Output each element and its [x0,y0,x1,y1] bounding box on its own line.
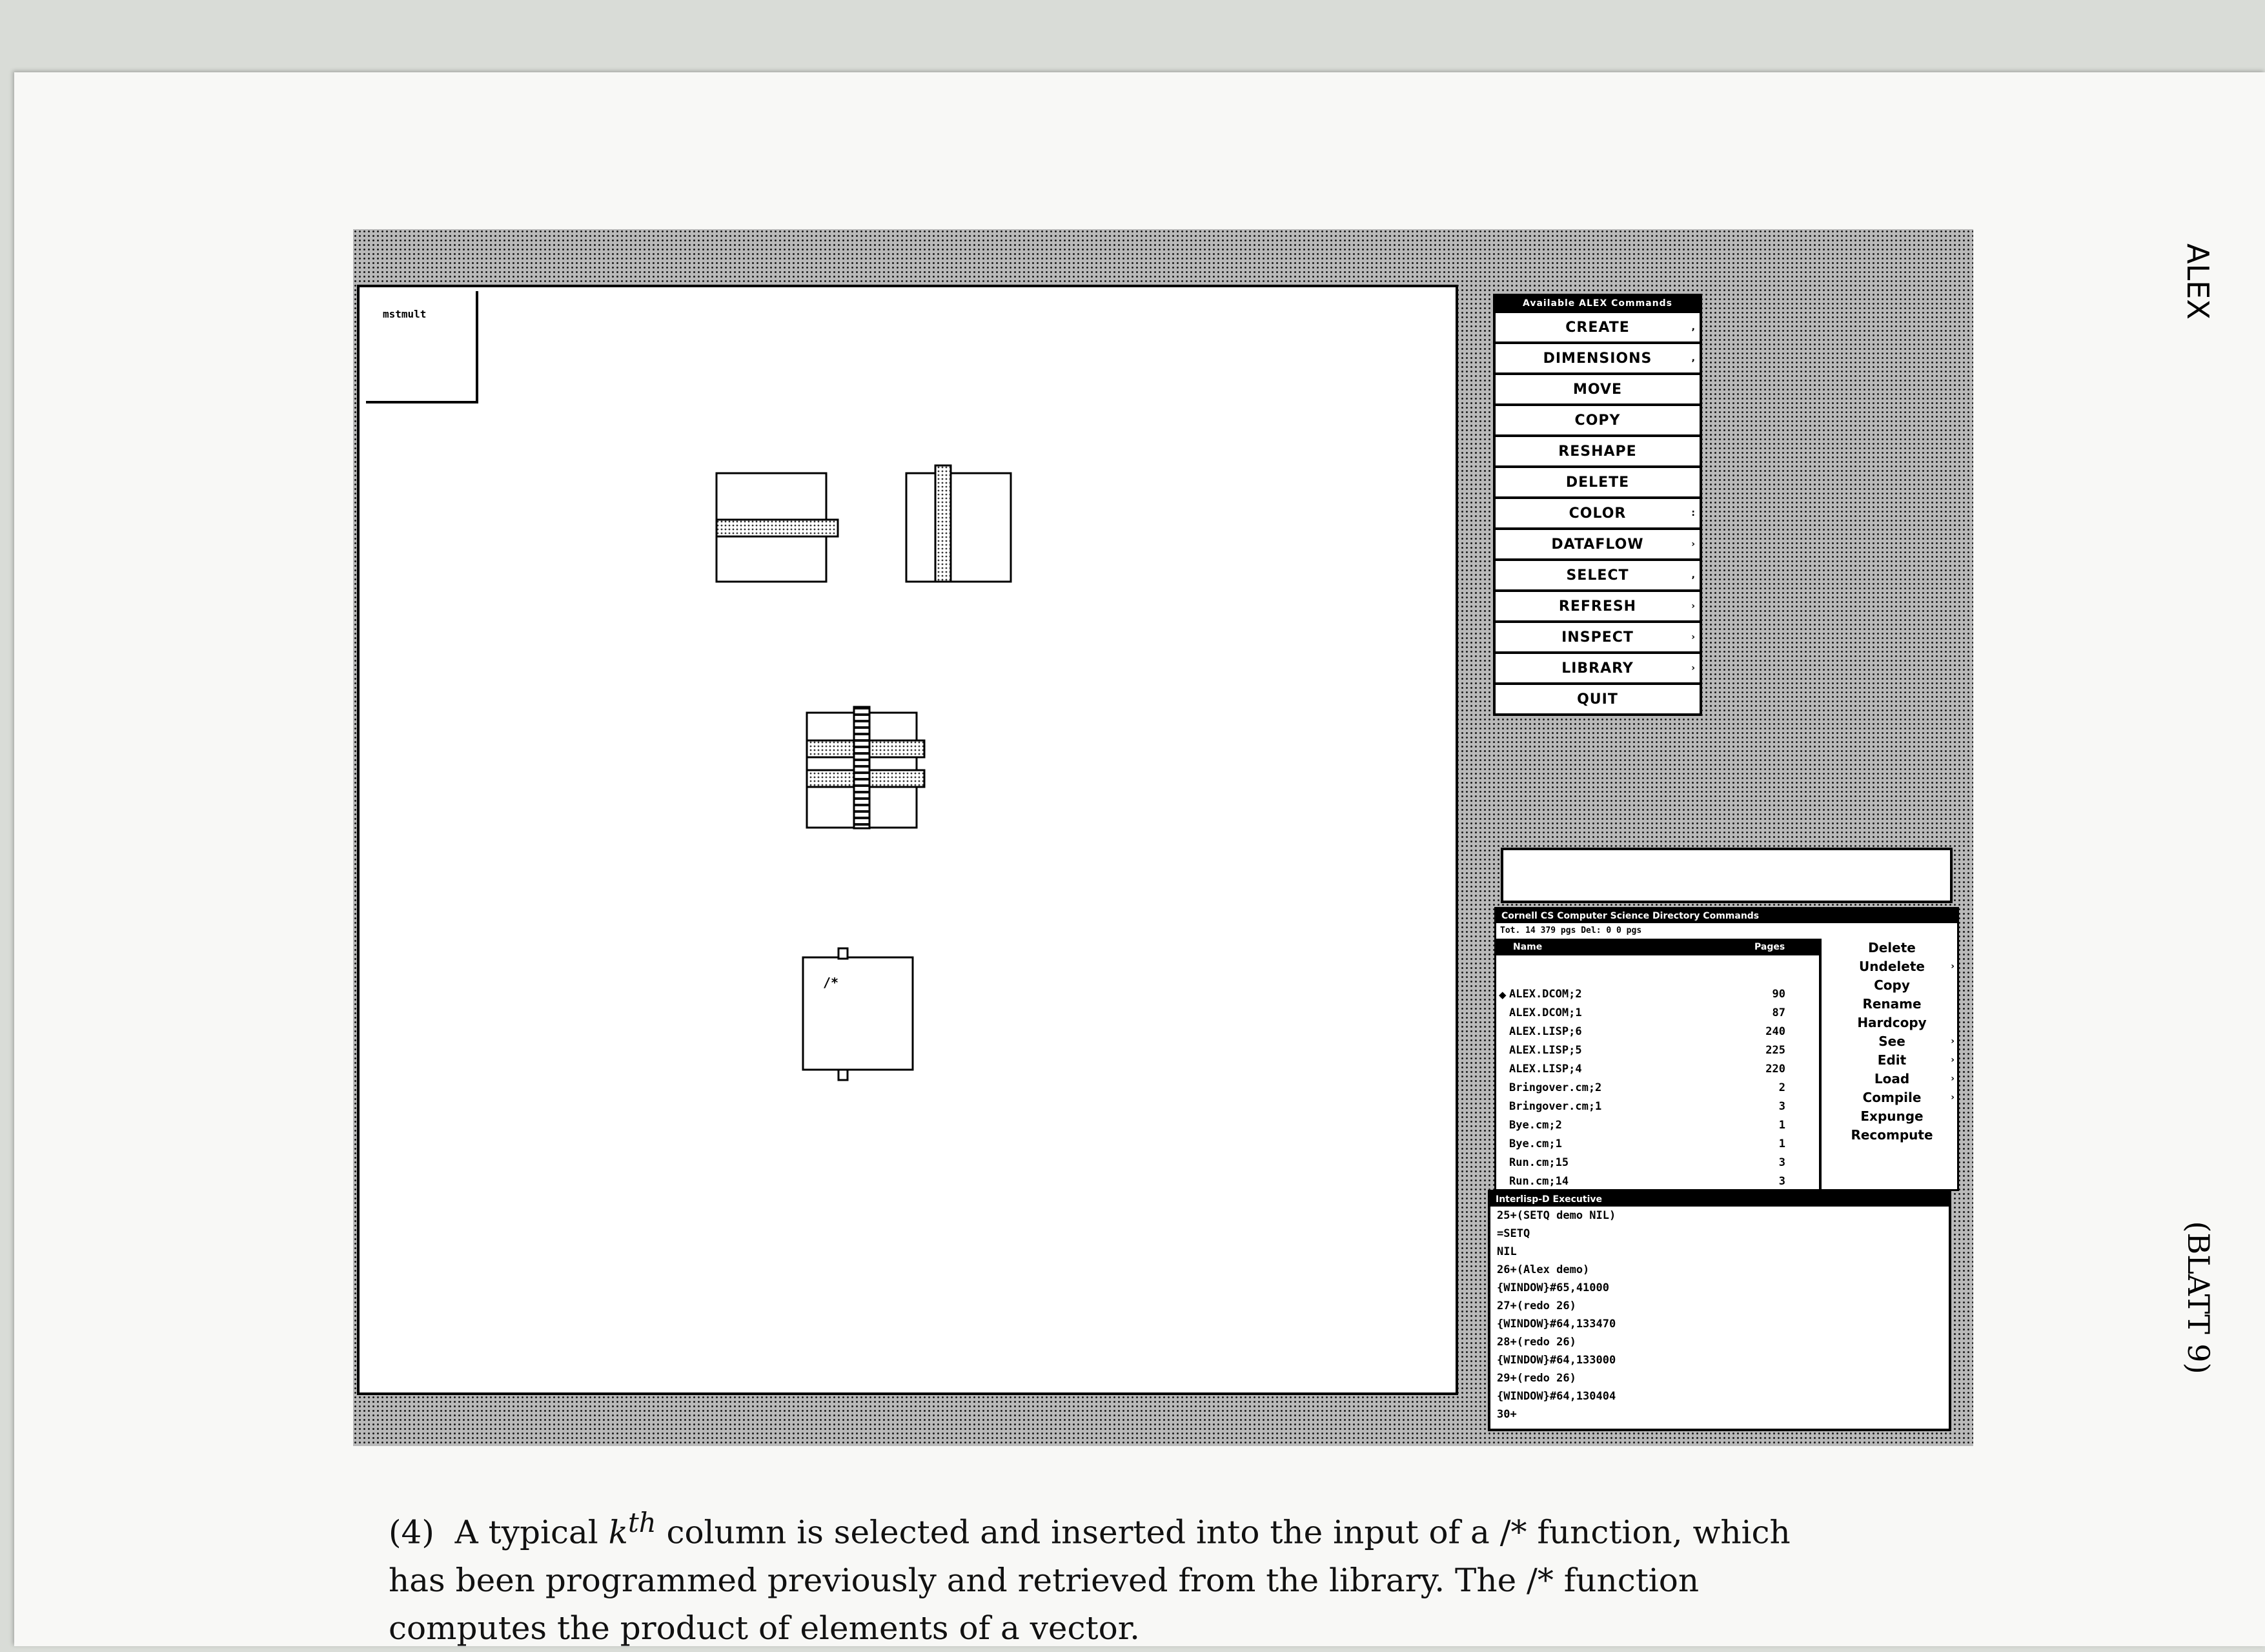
exec-line: 25+(SETQ demo NIL) [1497,1209,1616,1222]
menu-item-refresh[interactable]: REFRESH › [1496,589,1700,620]
exec-line: NIL [1497,1245,1517,1258]
scanned-page [14,72,2265,1646]
fb-command-delete[interactable]: Delete [1868,940,1916,955]
file-row[interactable]: Bye.cm;1 1 [1509,1137,1785,1150]
product-function-box[interactable] [803,948,913,1080]
fb-command-edit[interactable]: Edit › [1877,1052,1955,1068]
alex-canvas-window[interactable] [357,285,1458,1395]
name-column-header: Name [1513,942,1543,952]
menu-item-create[interactable]: CREATE , [1496,311,1700,342]
file-row[interactable]: Bringover.cm;1 3 [1509,1100,1785,1113]
exec-line: {WINDOW}#65,41000 [1497,1281,1609,1294]
menu-item-reshape[interactable]: RESHAPE [1496,434,1700,465]
fb-command-copy[interactable]: Copy [1874,977,1910,993]
file-row[interactable]: ALEX.DCOM;1 87 [1509,1006,1785,1019]
file-row[interactable]: Run.cm;15 3 [1509,1156,1785,1169]
pages-column-header: Pages [1754,942,1785,952]
fb-command-expunge[interactable]: Expunge [1860,1108,1924,1124]
exec-line: 30+ [1497,1408,1517,1421]
executive-title: Interlisp-D Executive [1490,1192,1949,1207]
menu-item-delete[interactable]: DELETE [1496,465,1700,496]
function-symbol: /* [823,975,839,990]
matrix-row-icon[interactable] [716,473,838,582]
screenshot [353,229,1973,1446]
file-row[interactable]: ALEX.LISP;5 225 [1509,1044,1785,1057]
menu-item-dataflow[interactable]: DATAFLOW › [1496,527,1700,558]
fb-command-undelete[interactable]: Undelete › [1859,959,1955,974]
file-row[interactable]: ALEX.DCOM;2 90 [1509,988,1785,1001]
file-row[interactable]: Run.cm;14 3 [1509,1175,1785,1188]
canvas-drawing [360,287,1456,1392]
file-browser-window [1494,907,1959,1191]
menu-item-inspect[interactable]: INSPECT › [1496,620,1700,651]
menu-item-dimensions[interactable]: DIMENSIONS , [1496,342,1700,372]
interlisp-executive-window[interactable] [1488,1190,1951,1431]
caption-text-rest: column is selected and inserted into the input of a /* function, which has been programmed previously and retrieved from the library. The /* function computes the product of elements of a vector. [389,1513,1791,1647]
fb-command-compile[interactable]: Compile › [1862,1090,1955,1105]
file-row[interactable]: ALEX.LISP;4 220 [1509,1063,1785,1076]
exec-line: =SETQ [1497,1227,1530,1240]
menu-title: Available ALEX Commands [1496,296,1700,311]
canvas-title: mstmult [383,308,427,320]
exec-line: {WINDOW}#64,133470 [1497,1318,1616,1331]
menu-item-move[interactable]: MOVE [1496,372,1700,403]
fb-command-rename[interactable]: Rename [1862,996,1922,1012]
exec-line: 27+(redo 26) [1497,1300,1576,1312]
menu-item-quit[interactable]: QUIT [1496,682,1700,713]
exec-line: 29+(redo 26) [1497,1372,1576,1385]
fb-command-see[interactable]: See › [1878,1034,1955,1049]
menu-item-library[interactable]: LIBRARY › [1496,651,1700,682]
file-browser-commands [1825,939,1958,1145]
exec-line: 26+(Alex demo) [1497,1263,1590,1276]
caption-text-start: A typical [454,1513,609,1551]
caption-th: th [627,1507,656,1538]
caption-k: k [608,1513,628,1551]
file-row[interactable]: Bye.cm;2 1 [1509,1119,1785,1132]
file-browser-title: Cornell CS Computer Science Directory Commands [1496,909,1957,923]
exec-line: {WINDOW}#64,130404 [1497,1390,1616,1403]
fb-command-load[interactable]: Load › [1874,1071,1955,1086]
menu-item-color[interactable]: COLOR : [1496,496,1700,527]
figure-caption [389,1499,1847,1652]
kth-column-selection-icon[interactable] [807,707,924,828]
file-browser-info: Tot. 14 379 pgs Del: 0 0 pgs [1500,926,1642,935]
exec-line: 28+(redo 26) [1497,1336,1576,1349]
side-label-alex: ALEX [2180,243,2215,320]
alex-commands-menu [1493,294,1702,716]
menu-item-copy[interactable]: COPY [1496,403,1700,434]
file-row[interactable]: ALEX.LISP;6 240 [1509,1025,1785,1038]
file-row[interactable]: Bringover.cm;2 2 [1509,1081,1785,1094]
prompt-window[interactable] [1501,848,1953,903]
matrix-column-icon[interactable] [906,465,1011,582]
fb-command-hardcopy[interactable]: Hardcopy [1857,1015,1927,1030]
selection-marker-icon: ◆ [1499,989,1507,1001]
file-list [1496,939,1822,1189]
side-label-blatt: (BLATT 9) [2181,1221,2216,1374]
file-list-header [1496,939,1819,955]
fb-command-recompute[interactable]: Recompute [1851,1127,1933,1143]
caption-number: (4) [389,1513,434,1551]
menu-item-select[interactable]: SELECT , [1496,558,1700,589]
exec-line: {WINDOW}#64,133000 [1497,1354,1616,1367]
